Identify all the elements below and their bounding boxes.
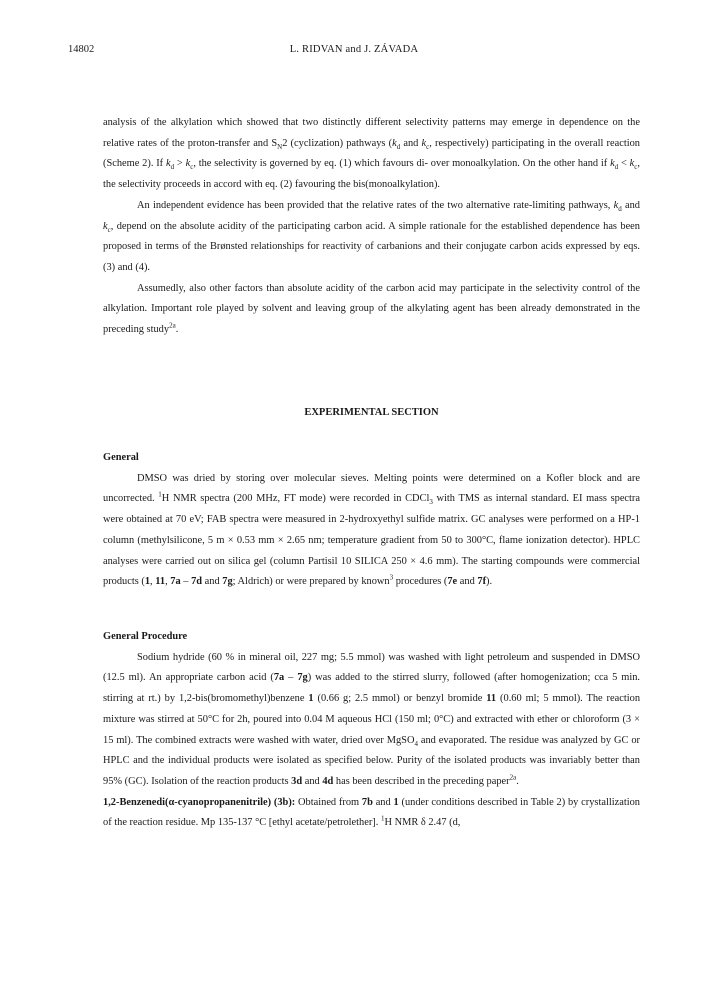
p3-end: .	[175, 324, 179, 336]
compound-ref: 7e	[447, 576, 458, 588]
general-text-c: with TMS as internal standard. EI mass spectra were obtained at 70 eV; FAB spectra were measured in 2-hydroxyethyl sulfide matrix. GC analyses were performed on a HP-1 column (methylsilicone, 5 m × 0.53 mm × 2.65 nm; temperature gradient from 50 to 300°C, flame ionization detector). HPLC analyses were carried out on silica gel (column Partisil 10 SILICA 250 × 4.6 mm). The starting compounds were commercial products (	[103, 493, 640, 588]
compound-ref: 7a	[170, 576, 181, 588]
p1-text-g: <	[618, 158, 630, 170]
running-header	[68, 44, 640, 60]
subscript: 3	[429, 498, 433, 507]
p1-text-e: >	[174, 158, 186, 170]
compound-ref: 1	[393, 796, 399, 808]
general-text-e: procedures (	[393, 576, 448, 588]
general-text-a: DMSO was dried by storing over molecular sieves. Melting points were determined on a Kofler block and are uncorrected.	[103, 472, 640, 505]
procedure-paragraph	[103, 648, 640, 793]
experimental-section-title: EXPERIMENTAL SECTION	[304, 407, 439, 418]
general-paragraph	[103, 469, 640, 593]
page-number: 14802	[68, 44, 95, 55]
general-text-end: ).	[486, 576, 493, 588]
procedure-section	[103, 627, 640, 834]
p1-text-a: analysis of the alkylation which showed that two distinctly different selectivity patterns may emerge in dependence on the relative rates of the proton-transfer and S	[103, 117, 640, 149]
procedure-text: Sodium hydride (60 % in mineral oil, 227 mg; 5.5 mmol) was washed with light petroleum and suspended in DMSO (12.5 ml). An appropriate carbon acid (	[103, 651, 640, 684]
procedure-text-end: .	[516, 775, 519, 787]
general-heading: General	[103, 452, 139, 463]
kd-subscript: d	[618, 204, 622, 213]
separator: –	[284, 672, 298, 684]
compound-ref: 1	[144, 576, 151, 588]
compound-ref: 7g	[297, 672, 308, 684]
compound-text-end: H NMR δ 2.47 (d,	[384, 817, 461, 829]
paragraph-2	[103, 196, 640, 279]
separator: and	[202, 576, 223, 588]
separator: and	[302, 775, 323, 787]
paragraph-3	[103, 279, 640, 341]
kc-symbol: k	[421, 137, 427, 149]
compound-ref: 11	[486, 693, 497, 705]
compound-ref: 4d	[322, 775, 334, 787]
superscript: 1	[158, 490, 162, 499]
p2-text-a: An independent evidence has been provided that the relative rates of the two alternative rate-limiting pathways,	[137, 199, 614, 211]
p1-text-f: , the selectivity is governed by eq. (1) which favours di- over monoalkylation. On the other hand if	[193, 158, 611, 170]
separator: and	[372, 796, 394, 808]
procedure-text: (0.66 g; 2.5 mmol) or benzyl bromide	[313, 693, 487, 705]
kc-symbol: k	[185, 158, 191, 170]
kd-symbol: k	[610, 158, 615, 170]
kd-subscript: d	[170, 163, 175, 172]
kd-subscript: d	[396, 142, 401, 151]
kd-symbol: k	[613, 199, 619, 211]
procedure-text: and evaporated. The residue was analyzed by GC or HPLC and the individual products were isolated as specified below. Purity of the isolated products was invariably better than 95% (GC). Isolation of the reaction products	[103, 734, 640, 787]
compound-ref: 7d	[191, 576, 203, 588]
compound-ref: 7a	[273, 672, 285, 684]
kc-symbol: k	[103, 220, 108, 232]
p1-text-b: 2 (cyclization) pathways (	[282, 137, 393, 149]
p3-text: Assumedly, also other factors than absolute acidity of the carbon acid may participate in the selectivity control of the alkylation. Important role played by solvent and leaving group of the alkylating agent has been already demonstrated in the preceding study	[103, 282, 640, 336]
compound-text: (under conditions described in Table 2) by crystallization of the reaction residue. Mp 135-137 °C [ethyl acetate/petrolether].	[103, 796, 641, 829]
intro-paragraphs	[103, 113, 640, 341]
procedure-text: ) was added to the stirred slurry, followed (after homogenization; cca 5 min. stirring at rt.) by 1,2-bis(bromomethyl)benzene	[103, 672, 641, 705]
running-authors: L. RIDVAN and J. ZÁVADA	[289, 44, 419, 55]
kc-subscript: c	[426, 142, 430, 151]
separator: and	[457, 576, 478, 588]
procedure-heading: General Procedure	[103, 631, 188, 642]
kd-symbol: k	[165, 158, 171, 170]
general-text-b: H NMR spectra (200 MHz, FT mode) were recorded in CDCl	[161, 493, 430, 505]
p2-text-c: , depend on the absolute acidity of the participating carbon acid. A simple rationale for the established dependence has been proposed in terms of the Brønsted relationships for reactivity of carbanions and their conjugate carbon acids expressed by eqs. (3) and (4).	[103, 220, 640, 273]
procedure-text: (0.60 ml; 5 mmol). The reaction mixture was stirred at 50°C for 2h, poured into 0.04 M aqueous HCl (150 ml; 0°C) and extracted with ether or chloroform (3 × 15 ml). The combined extracts were washed with water, dried over MgSO	[103, 693, 641, 746]
compound-ref: 1	[308, 693, 314, 705]
kc-symbol: k	[629, 158, 635, 170]
kd-symbol: k	[392, 137, 397, 149]
compound-3b-paragraph	[103, 793, 640, 834]
separator: ,	[165, 576, 171, 588]
compound-ref: 3d	[291, 775, 303, 787]
subscript: 4	[414, 739, 418, 748]
compound-ref: 11	[155, 576, 166, 588]
general-text-d: ; Aldrich) or were prepared by known	[232, 576, 390, 588]
p2-text-b: and	[621, 199, 640, 211]
separator: –	[180, 576, 192, 588]
compound-ref: 7f	[477, 576, 487, 588]
p1-text-c: and	[400, 137, 422, 149]
sn-subscript: N	[277, 142, 283, 151]
p1-text-h: , the selectivity proceeds in accord with eq. (2) favouring the bis(monoalkylation).	[103, 158, 641, 191]
kd-subscript: d	[614, 163, 619, 172]
general-section	[103, 448, 640, 593]
kc-subscript: c	[107, 225, 111, 234]
p1-text-d: , respectively) participating in the overall reaction (Scheme 2). If	[103, 137, 640, 170]
separator: ,	[150, 576, 156, 588]
compound-ref: 7b	[361, 796, 373, 808]
compound-name: 1,2-Benzenedi(α-cyanopropanenitrile) (3b):	[103, 796, 296, 808]
kc-subscript: c	[190, 163, 194, 172]
superscript: 1	[380, 814, 385, 823]
superscript: 3	[389, 573, 394, 582]
compound-ref: 7g	[222, 576, 233, 588]
p3-reference: 2a	[169, 321, 176, 330]
compound-text: Obtained from	[295, 796, 362, 808]
paragraph-1	[103, 113, 640, 196]
superscript: 2a	[509, 773, 517, 782]
procedure-text: has been described in the preceding paper	[333, 775, 510, 787]
kc-subscript: c	[634, 163, 638, 172]
